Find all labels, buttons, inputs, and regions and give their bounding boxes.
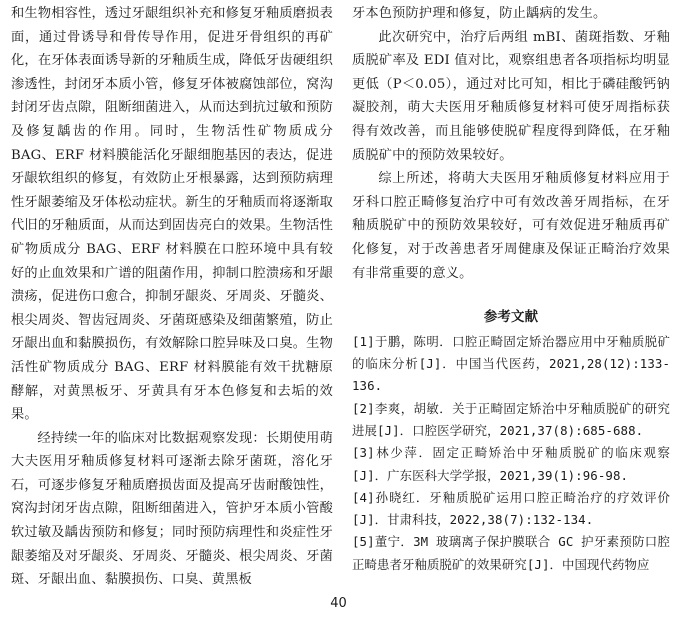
body-paragraph: 综上所述，将萌大夫医用牙釉质修复材料应用于牙科口腔正畸修复治疗中可有效改善牙周指标，在牙釉质脱矿中的预防效果较好，可有效促进牙釉质再矿化修复，对于改善患者牙周健康及保证正畸治疗效果有非常重要的意义。 (352, 171, 670, 281)
reference-item: [1]于鹏，陈明．口腔正畸固定矫治器应用中牙釉质脱矿的临床分析[J]．中国当代医药，2021,28(12):133-136. (352, 333, 670, 394)
body-paragraph: 和生物相容性，透过牙龈组织补充和修复牙釉质磨损表面，通过骨诱导和骨传导作用，促进牙骨组织的再矿化，在牙体表面诱导新的牙釉质生成，降低牙齿硬组织渗透性，封闭牙本质小管，修复牙体被腐蚀部位，窝沟封闭牙齿点隙，阻断细菌进入，从而达到抗过敏和预防及修复龋齿的作用。同时，生物活性矿物质成分 BAG、ERF 材料膜能活化牙龈细胞基因的表达，促进牙龈软组织的修复，有效防止牙根暴露，达到预防病理性牙龈萎缩及牙体松动症状。新生的牙釉质而将逐渐取代旧的牙釉质面，从而达到固齿亮白的效果。生物活性矿物质成分 BAG、ERF 材料膜在口腔环境中具有较好的止血效果和广谱的阻菌作用，抑制口腔溃疡和牙龈溃疡，促进伤口愈合，抑制牙龈炎、牙周炎、牙髓炎、根尖周炎、智齿冠周炎、牙菌斑感染及细菌繁殖，防止牙龈出血和黏膜损伤，有效解除口腔异味及口臭。生物活性矿物质成分 BAG、ERF 材料膜能有效干扰糖原酵解，对黄黑板牙、牙黄具有牙本色修复和去垢的效果。 (11, 6, 333, 423)
body-paragraph: 牙本色预防护理和修复，防止龋病的发生。 (352, 6, 607, 21)
reference-item: [4]孙晓红．牙釉质脱矿运用口腔正畸治疗的疗效评价[J]．甘肃科技，2022,38(7):132-134. (352, 489, 670, 528)
body-paragraph: 此次研究中，治疗后两组 mBI、菌斑指数、牙釉质脱矿率及 EDI 值对比，观察组患者各项指标均明显更低（P＜0.05），通过对比可知，相比于磷硅酸钙钠凝胶剂，萌大夫医用牙釉质修复材料可使牙周指标获得有效改善，而且能够使脱矿程度得到降低，在牙釉质脱矿中的预防效果较好。 (352, 29, 670, 163)
reference-item: [5]董宁．3M 玻璃离子保护膜联合 GC 护牙素预防口腔正畸患者牙釉质脱矿的效果研究[J]．中国现代药物应 (352, 534, 670, 572)
reference-item: [3]林少萍．固定正畸矫治中牙釉质脱矿的临床观察[J]．广东医科大学学报，2021,39(1):96-98. (352, 445, 670, 483)
reference-item: [2]李爽，胡敏．关于正畸固定矫治中牙釉质脱矿的研究进展[J]．口腔医学研究，2021,37(8):685-688. (352, 400, 670, 438)
reference-list (352, 331, 670, 576)
left-column (11, 2, 333, 592)
page-number: 40 (330, 596, 347, 611)
body-paragraph: 经持续一年的临床对比数据观察发现：长期使用萌大夫医用牙釉质修复材料可逐渐去除牙菌斑，溶化牙石，可逐步修复牙釉质磨损齿面及提高牙齿耐酸蚀性，窝沟封闭牙齿点隙，阻断细菌进入，管护牙本质小管酸软过敏及龋齿预防和修复；同时预防病理性和炎症性牙龈萎缩及对牙龈炎、牙周炎、牙髓炎、根尖周炎、牙菌斑、牙龈出血、黏膜损伤、口臭、黄黑板 (11, 430, 333, 588)
references-heading: 参考文献 (483, 309, 539, 326)
right-column (352, 2, 670, 576)
